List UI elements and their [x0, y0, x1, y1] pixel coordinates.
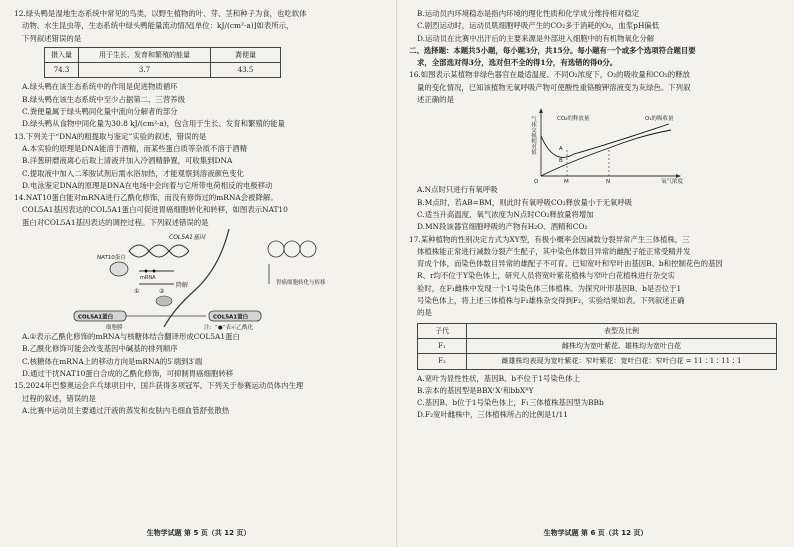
q16-stem: 量的变化情况，已知该植物无氧呼吸产物可使酸性重铬酸钾溶液变为灰绿色。下列叙	[417, 82, 691, 92]
x-axis-label: 氧气浓度	[661, 179, 684, 185]
q17-stem: 的是	[417, 308, 432, 318]
right-page	[397, 0, 794, 547]
ribosome-shape	[156, 296, 172, 306]
point-b: B	[559, 158, 563, 165]
co2-curve	[541, 124, 669, 157]
q16-option-c: C.适当升高温度，氧气浓度为N点时CO₂释放量将增加	[417, 209, 594, 219]
page-footer: 生物学试题 第 5 页（共 12 页）	[146, 529, 251, 537]
page-footer: 生物学试题 第 6 页（共 12 页）	[543, 529, 648, 537]
q12-stem: 12.绿头鸭是湿地生态系统中常见的鸟类，以野生植物的叶、芽、茎和种子为食，也吃软体	[14, 9, 307, 18]
point-n: N	[606, 179, 611, 185]
question-15	[14, 380, 388, 417]
table-cell: 74.3	[45, 63, 79, 78]
table-header: 摄入量	[45, 47, 79, 62]
q12-option-a: A.绿头鸭在该生态系统中的作用是促进物质循环	[22, 82, 178, 92]
mrna-label: mRNA	[140, 275, 156, 282]
q14-stem: 14.NAT10蛋白能对mRNA进行乙酰化修饰，而没有修饰过的mRNA会被降解。	[14, 193, 278, 203]
col5a1-protein-label-2: COL5A1蛋白	[213, 314, 249, 321]
dna-strand	[129, 245, 189, 257]
q14-option-d: D.通过干扰NAT10蛋白合成的乙酰化修饰，可抑制胃癌细胞转移	[22, 368, 234, 378]
q17-stem: 体植株能正常进行减数分裂产生配子，其中染色体数目异常的雌配子能正常受精并发	[417, 246, 691, 256]
cell-shape	[300, 241, 316, 257]
cancer-label: 胃癌细胞转化与转移	[276, 280, 326, 287]
q12-energy-table	[44, 47, 281, 79]
q14-option-c: C.核糖体在mRNA上的移动方向是mRNA的5′端到3′端	[22, 356, 203, 366]
q14-option-a: A.①表示乙酰化修饰的mRNA与核糖体结合翻译形成COL5A1蛋白	[22, 332, 240, 342]
question-14	[14, 192, 388, 380]
cell-shape	[268, 241, 284, 257]
col5a1-protein-label: COL5A1蛋白	[78, 314, 114, 321]
circle-1: ①	[134, 288, 140, 296]
circle-2: ②	[159, 288, 165, 296]
legend-note: 注：“●”表示乙酰化	[204, 325, 253, 332]
y-axis-arrow	[539, 108, 543, 113]
q17-stem: 17.某种植物的性别决定方式为XY型，有极小概率会因减数分裂异常产生三体植株，三	[409, 234, 690, 244]
q14-stem: COL5A1基因表达的COL5A1蛋白可促进胃癌细胞转化和转移，如图表示NAT10	[22, 205, 288, 215]
q12-stem: 动物、水生昆虫等，生态系统中绿头鸭能量流动情况[单位：kJ/(cm²·a)]如表所示，	[22, 21, 294, 31]
q17-option-c: C.基因B、b位于1号染色体上，F₁三体植株基因型为BBb	[417, 398, 604, 408]
nat10-protein-shape	[110, 262, 128, 276]
point-a: A	[559, 146, 563, 153]
q12-option-c: C.粪便量属于绿头鸭同化量中流向分解者的部分	[22, 107, 178, 117]
q16-stem: 述正确的是	[417, 95, 454, 105]
q13-option-a: A.本实验的原理是DNA能溶于酒精，而某些蛋白质等杂质不溶于酒精	[22, 143, 247, 153]
point-m: M	[564, 179, 569, 185]
q13-stem: 13.下列关于“DNA的粗提取与鉴定”实验的叙述，错误的是	[14, 131, 207, 141]
degrade-label: 降解	[176, 282, 189, 290]
question-12	[14, 8, 388, 131]
q13-option-c: C.提取液中加入二苯胺试剂后需水浴加热，才能观察到溶液颜色变化	[22, 168, 245, 178]
o2-curve	[541, 130, 671, 176]
y-axis-label: 气体交换相对值	[530, 116, 536, 155]
section-heading: 求，全部选对得3分，选对但不全的得1分，有选错的得0分。	[417, 58, 618, 68]
origin-label: O	[534, 179, 539, 185]
q16-option-d: D.MN段该器官细胞呼吸的产物有H₂O、酒精和CO₂	[417, 222, 588, 232]
co2-curve-label: CO₂的释放量	[557, 116, 590, 123]
right-column	[409, 8, 787, 422]
table-cell: 雌雄株均表现为宽叶紫花：窄叶紫花：宽叶白花：窄叶白花 = 11∶1∶11∶1	[467, 354, 777, 369]
q12-option-d: D.绿头鸭从食物中同化量为30.8 kJ/(cm²·a)，包含用于生长、发育和繁殖的能量	[22, 119, 285, 129]
q17-stem: 育成个体，而染色体数目异常的雄配子不可育。已知宽叶和窄叶由基因B、b和控制花色的基因	[417, 259, 723, 269]
q15-option-d: D.运动员在比赛中出汗后的主要来源是外部进入细胞中的有机物氧化分解	[417, 33, 655, 43]
q16-stem: 16.如图表示某植物非绿色器官在最适温度、不同O₂浓度下，O₂的吸收量和CO₂的释放	[409, 70, 690, 80]
left-column	[14, 8, 388, 417]
q14-stem: 蛋白对COL5A1基因表达的调控过程。下列叙述错误的是	[22, 217, 209, 227]
q17-stem: 验时，在F₁雌株中发现一个1号染色体三体植株。为探究叶形基因B、b是否位于1	[417, 283, 682, 293]
question-17	[409, 234, 787, 422]
q16-option-b: B.M点时，若AB=BM，则此时有氧呼吸CO₂释放量小于无氧呼吸	[417, 197, 633, 207]
q16-option-a: A.N点时只进行有氧呼吸	[417, 185, 498, 195]
o2-curve-label: O₂的吸收量	[645, 116, 674, 123]
table-cell: F₂	[418, 354, 467, 369]
q15-stem: 过程的叙述，错误的是	[22, 393, 96, 403]
q14-option-b: B.乙酰化修饰可能会改变基因中碱基的排列顺序	[22, 344, 178, 354]
table-cell: 雌株均为宽叶紫花、雄株均为宽叶白花	[467, 338, 777, 353]
table-cell: F₁	[418, 338, 467, 353]
table-cell: 3.7	[79, 63, 211, 78]
nat10-regulation-diagram	[14, 229, 388, 331]
table-header: 用于生长、发育和繁殖的能量	[79, 47, 211, 62]
acetyl-dot	[145, 270, 148, 273]
gene-label: COL5A1基因	[169, 234, 205, 242]
q13-option-b: B.洋葱研磨液离心后取上清液并加入冷酒精静置，可收集到DNA	[22, 156, 233, 166]
table-header: 子代	[418, 323, 467, 338]
q15-stem: 15.2024年巴黎奥运会乒乓球项目中，国乒获得多项冠军。下列关于参赛运动员体内生理	[14, 381, 304, 391]
q17-stem: R、r均不位于Y染色体上，研究人员将宽叶紫花植株与窄叶白花植株进行杂交实	[417, 271, 675, 281]
table-cell: 43.5	[211, 63, 281, 78]
q17-option-a: A.宽叶为显性性状，基因B、b不位于1号染色体上	[417, 373, 580, 383]
x-axis-arrow	[676, 174, 681, 178]
dna-strand	[129, 245, 189, 257]
acetyl-dot	[153, 270, 156, 273]
q12-option-b: B.绿头鸭在该生态系统中至少占据第二、三营养级	[22, 94, 185, 104]
q13-option-d: D.电泳鉴定DNA的原理是DNA在电场中会向着与它所带电荷相反的电极移动	[22, 180, 273, 190]
q15-option-c: C.剧烈运动时，运动员肌细胞呼吸产生的CO₂多于消耗的O₂，血浆pH偏低	[417, 21, 660, 31]
nat10-label: NAT10蛋白	[97, 255, 126, 262]
question-13	[14, 131, 388, 192]
cell-shape	[284, 241, 300, 257]
question-16	[409, 69, 787, 233]
respiration-graph	[409, 106, 787, 184]
membrane-label: 细胞膜	[106, 325, 123, 332]
q15-option-b: B.运动员内环境稳态是指内环境的理化性质和化学成分维持相对稳定	[417, 9, 640, 18]
table-header: 表型及比例	[467, 323, 777, 338]
q17-option-b: B.亲本的基因型是BBXʳXʳ和bbXᴿY	[417, 385, 534, 395]
table-header: 粪便量	[211, 47, 281, 62]
q17-results-table	[417, 323, 777, 370]
q12-stem: 下列叙述错误的是	[22, 33, 82, 43]
section-heading: 二、选择题：本题共5小题，每小题3分，共15分。每小题有一个或多个选项符合题目要	[409, 45, 696, 55]
q17-option-d: D.F₂宽叶雌株中，三体植株所占的比例是1/11	[417, 410, 568, 420]
q15-option-a: A.比赛中运动员主要通过汗液的蒸发和皮肤内毛细血管舒张散热	[22, 405, 230, 415]
q17-stem: 号染色体上，将上述三体植株与F₁雄株杂交得到F₂，实验结果如表。下列叙述正确	[417, 296, 685, 306]
